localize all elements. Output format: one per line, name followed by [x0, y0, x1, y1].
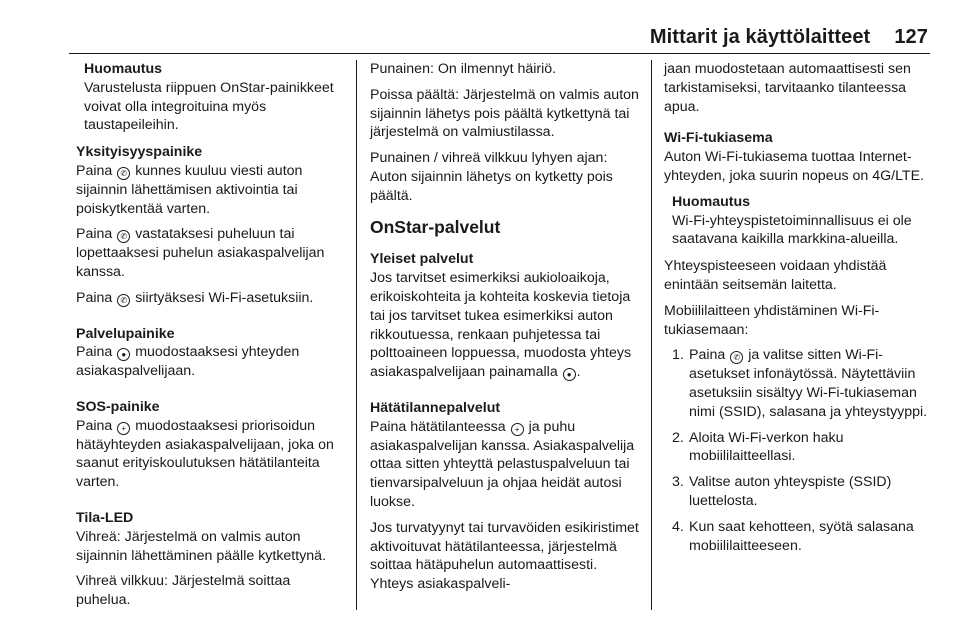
text: Paina: [76, 226, 113, 243]
text: Paina: [76, 417, 113, 434]
sos-paragraph: [76, 417, 347, 492]
list-item: [664, 346, 932, 421]
emergency-paragraph-2: Jos turvatyynyt tai turvavöiden esikiristimet aktivoituvat hätätilanteessa, järjestelmä soittaa hätäpuhelun automaattisesti. Yhteys asiakaspalveli-: [370, 519, 639, 593]
note-heading: Huomautus: [672, 193, 751, 210]
connect-intro-paragraph: Mobiililaitteen yhdistäminen Wi-Fi-tukiasemaan:: [664, 302, 880, 338]
general-services-heading: Yleiset palvelut: [370, 251, 474, 268]
note-box: [672, 193, 932, 249]
text: vastataksesi puheluun tai lopettaaksesi puhelun asiakaspalvelijan kanssa.: [76, 226, 325, 280]
privacy-paragraph-1: [76, 162, 347, 218]
onstar-service-icon: ●: [117, 348, 130, 361]
text: .: [576, 364, 581, 381]
onstar-service-icon: ●: [563, 368, 576, 381]
text: Jos tarvitset esimerkiksi aukioloaikoja, erikoiskohteita ja kohteita koskevia tietoja tai jos tarvitset tukea esimerkiksi auton rikkoutuessa, renkaan puhjetessa tai polttoaineen loppuessa, muodosta yhteys asiakaspalvelijaan painamalla: [370, 270, 632, 381]
text: Aloita Wi-Fi-verkon haku mobiililaitteellasi.: [689, 429, 844, 465]
text: Paina: [76, 162, 113, 179]
sos-heading: SOS-painike: [76, 398, 160, 415]
led-heading: Tila-LED: [76, 509, 134, 526]
steps-list: [664, 346, 932, 555]
privacy-button-icon: ✆: [730, 351, 743, 364]
led-red-paragraph: Punainen: On ilmennyt häiriö.: [370, 61, 557, 77]
step-number: 2.: [672, 429, 684, 446]
column-divider-2: [651, 60, 652, 610]
privacy-button-icon: ✆: [117, 230, 130, 243]
led-blink-paragraph: Punainen / vihreä vilkkuu lyhyen ajan: Auton sijainnin lähetys on kytketty pois päältä.: [370, 150, 613, 204]
service-paragraph: [76, 343, 347, 381]
privacy-paragraph-3: [76, 289, 347, 308]
service-heading: Palvelupainike: [76, 325, 175, 342]
hotspot-limit-paragraph: Yhteyspisteeseen voidaan yhdistää enintään seitsemän laitetta.: [664, 258, 887, 293]
wifi-heading: Wi-Fi-tukiasema: [664, 130, 773, 147]
text: kunnes kuuluu viesti auton sijainnin lähettämisen aktivointia tai poiskytkentää varten.: [76, 162, 303, 217]
note-text: Varustelusta riippuen OnStar-painikkeet voivat olla integroituina myös taustapeileihin.: [84, 79, 334, 134]
led-paragraph-2: Vihreä vilkkuu: Järjestelmä soittaa puhelua.: [76, 573, 291, 609]
page-title: Mittarit ja käyttölaitteet: [649, 26, 871, 48]
page-number: 127: [894, 26, 928, 48]
column-2: [370, 60, 640, 601]
section-title: OnStar-palvelut: [370, 216, 501, 237]
step-number: 4.: [672, 518, 684, 535]
continuation-paragraph: jaan muodostetaan automaattisesti sen tarkistamiseksi, tarvitaanko tilanteessa apua.: [664, 61, 911, 115]
led-paragraph-1: Vihreä: Järjestelmä on valmis auton sijainnin lähettäminen päälle kytkettynä.: [76, 528, 327, 564]
column-3: [664, 60, 932, 562]
text: Paina: [76, 344, 113, 361]
privacy-paragraph-2: [76, 225, 347, 281]
list-item: [664, 473, 932, 511]
note-box: [84, 60, 347, 135]
text: Kun saat kehotteen, syötä salasana mobiililaitteeseen.: [689, 518, 914, 554]
general-services-paragraph: [370, 269, 640, 382]
page-header: [650, 26, 928, 49]
privacy-button-icon: ✆: [117, 167, 130, 180]
emergency-paragraph-1: [370, 418, 640, 512]
column-divider-1: [356, 60, 357, 610]
list-item: [664, 429, 932, 467]
privacy-heading: Yksityisyyspainike: [76, 144, 203, 161]
list-item: [664, 518, 932, 556]
led-off-paragraph: Poissa päältä: Järjestelmä on valmis auton sijainnin lähetys pois päältä kytkettynä tai järjestelmä on valmiustilassa.: [370, 86, 639, 141]
text: muodostaaksesi yhteyden asiakaspalvelijaan.: [76, 344, 300, 380]
text: Valitse auton yhteyspiste (SSID) luettelosta.: [689, 474, 892, 509]
column-1: [76, 60, 347, 617]
text: Paina: [689, 347, 726, 364]
emergency-services-heading: Hätätilannepalvelut: [370, 399, 501, 416]
step-number: 3.: [672, 474, 684, 491]
note-heading: Huomautus: [84, 61, 163, 77]
sos-icon: +: [117, 422, 130, 435]
text: siirtyäksesi Wi-Fi-asetuksiin.: [135, 289, 314, 306]
wifi-paragraph: Auton Wi-Fi-tukiasema tuottaa Internet-yhteyden, joka suurin nopeus on 4G/LTE.: [664, 149, 925, 184]
privacy-button-icon: ✆: [117, 294, 130, 307]
sos-icon: +: [511, 423, 524, 436]
text: ja valitse sitten Wi-Fi-asetukset infonäytössä. Näytettäviin asetuksiin sisältyy Wi-Fi-tukiaseman nimi (SSID), salasana ja yhteystyyppi.: [689, 347, 928, 420]
step-number: 1.: [672, 347, 684, 364]
text: ja puhu asiakaspalvelijan kanssa. Asiakaspalvelija ottaa sitten yhteyttä pelastuspalveluun tai tienvarsipalveluun ja ohjaa heidät autosi luokse.: [370, 418, 635, 510]
text: Paina hätätilanteessa: [370, 418, 506, 435]
text: muodostaaksesi priorisoidun hätäyhteyden asiakaspalvelijaan, joka on saanut erityiskoulutuksen hätätilanteita varten.: [76, 417, 334, 491]
header-rule: [69, 53, 930, 54]
text: Paina: [76, 289, 113, 306]
note-text: Wi-Fi-yhteyspistetoiminnallisuus ei ole saatavana kaikilla markkina-alueilla.: [672, 212, 912, 248]
